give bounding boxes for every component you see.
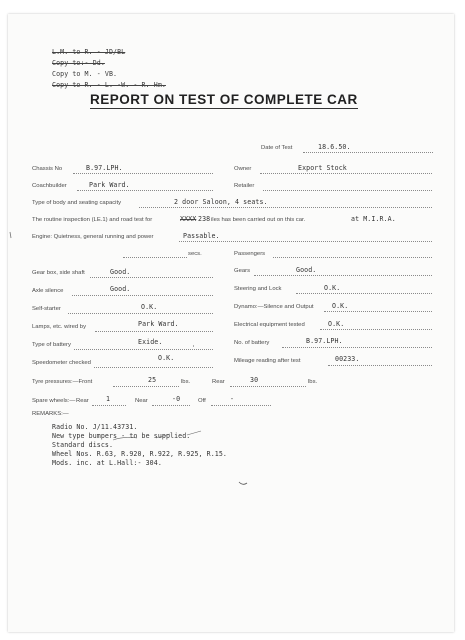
secs-label: secs. (188, 251, 202, 257)
routine-struck-value: XXXX (180, 215, 197, 223)
owner-value: Export Stock (298, 164, 347, 172)
dynamo-value: O.K. (332, 302, 349, 310)
engine-value: Passable. (183, 232, 220, 240)
copy-line-2: Copy to:- Dd. (52, 59, 105, 67)
chassis-no-value: B.97.LPH. (86, 164, 123, 172)
tyre-rear-unit: lbs. (308, 379, 318, 385)
lamps-label: Lamps, etc. wired by (32, 324, 87, 330)
tyre-front-value: 25 (148, 376, 157, 384)
pencil-mark (8, 14, 454, 632)
tyre-rear-label: Rear (212, 379, 225, 385)
battery-no-value: B.97.LPH. (306, 337, 343, 345)
body-type-label: Type of body and seating capacity (32, 200, 122, 206)
routine-miles-value: 238 (198, 215, 211, 223)
spare-rear-label: Rear (76, 398, 89, 404)
copy-line-4: Copy to R. - L. -W. - R. Hm. (52, 81, 166, 89)
routine-location: at M.I.R.A. (351, 215, 396, 223)
steering-label: Steering and Lock (234, 286, 282, 292)
spare-wheels-label: Spare wheels:— (32, 398, 76, 404)
remark-line: Mods. inc. at L.Hall:- 304. (52, 459, 162, 467)
date-of-test-label: Date of Test (261, 145, 293, 151)
speedometer-value: O.K. (158, 354, 175, 362)
self-starter-value: O.K. (141, 303, 158, 311)
date-of-test-value: 18.6.50. (318, 143, 351, 151)
axle-silence-label: Axle silence (32, 288, 64, 294)
copy-line-1: L.M. to R. - JD/BL (52, 48, 126, 56)
spare-off-value: - (230, 395, 235, 403)
owner-label: Owner (234, 166, 252, 172)
coachbuilder-label: Coachbuilder (32, 183, 67, 189)
retailer-label: Retailer (234, 183, 255, 189)
battery-type-value: Exide. (138, 338, 163, 346)
remark-line: Standard discs. (52, 441, 114, 449)
remarks-label: REMARKS:— (32, 411, 69, 417)
page-title: REPORT ON TEST OF COMPLETE CAR (90, 92, 358, 107)
steering-value: O.K. (324, 284, 341, 292)
spare-near-label: Near (135, 398, 148, 404)
remark-line: Wheel Nos. R.63, R.920, R.922, R.925, R.15. (52, 450, 227, 458)
self-starter-label: Self-starter (32, 306, 61, 312)
report-page (8, 14, 454, 632)
tyre-front-label: Tyre pressures:—Front (32, 379, 93, 385)
gear-box-value: Good. (110, 268, 131, 276)
tyre-front-unit: lbs. (181, 379, 191, 385)
coachbuilder-value: Park Ward. (89, 181, 130, 189)
spare-off-label: Off (198, 398, 206, 404)
remark-line: New type bumpers - to be supplied. (52, 432, 191, 440)
mileage-label: Mileage reading after test (234, 358, 301, 364)
remark-line: Radio No. J/11.43731. (52, 423, 138, 431)
gear-box-label: Gear box, side shaft (32, 270, 85, 276)
spare-rear-value: 1 (106, 395, 111, 403)
electrical-value: O.K. (328, 320, 345, 328)
battery-no-label: No. of battery (234, 340, 270, 346)
spare-near-value: -0 (172, 395, 181, 403)
mileage-value: 00233. (335, 355, 360, 363)
axle-silence-value: Good. (110, 285, 131, 293)
electrical-label: Electrical equipment tested (234, 322, 305, 328)
routine-suffix: iles has been carried out on this car. (211, 217, 306, 223)
routine-prefix: The routine inspection (LE.1) and road test for (32, 217, 153, 223)
chassis-no-label: Chassis No (32, 166, 63, 172)
body-type-value: 2 door Saloon, 4 seats. (174, 198, 268, 206)
gears-label: Gears (234, 268, 251, 274)
tyre-rear-value: 30 (250, 376, 259, 384)
lamps-value: Park Ward. (138, 320, 179, 328)
dynamo-label: Dynamo:—Silence and Output (234, 304, 314, 310)
gears-value: Good. (296, 266, 317, 274)
speedometer-label: Speedometer checked (32, 360, 91, 366)
engine-label: Engine: Quietness, general running and power (32, 234, 154, 240)
copy-line-3: Copy to M. - VB. (52, 70, 118, 78)
battery-type-label: Type of battery (32, 342, 71, 348)
passengers-label: Passengers (234, 251, 266, 257)
